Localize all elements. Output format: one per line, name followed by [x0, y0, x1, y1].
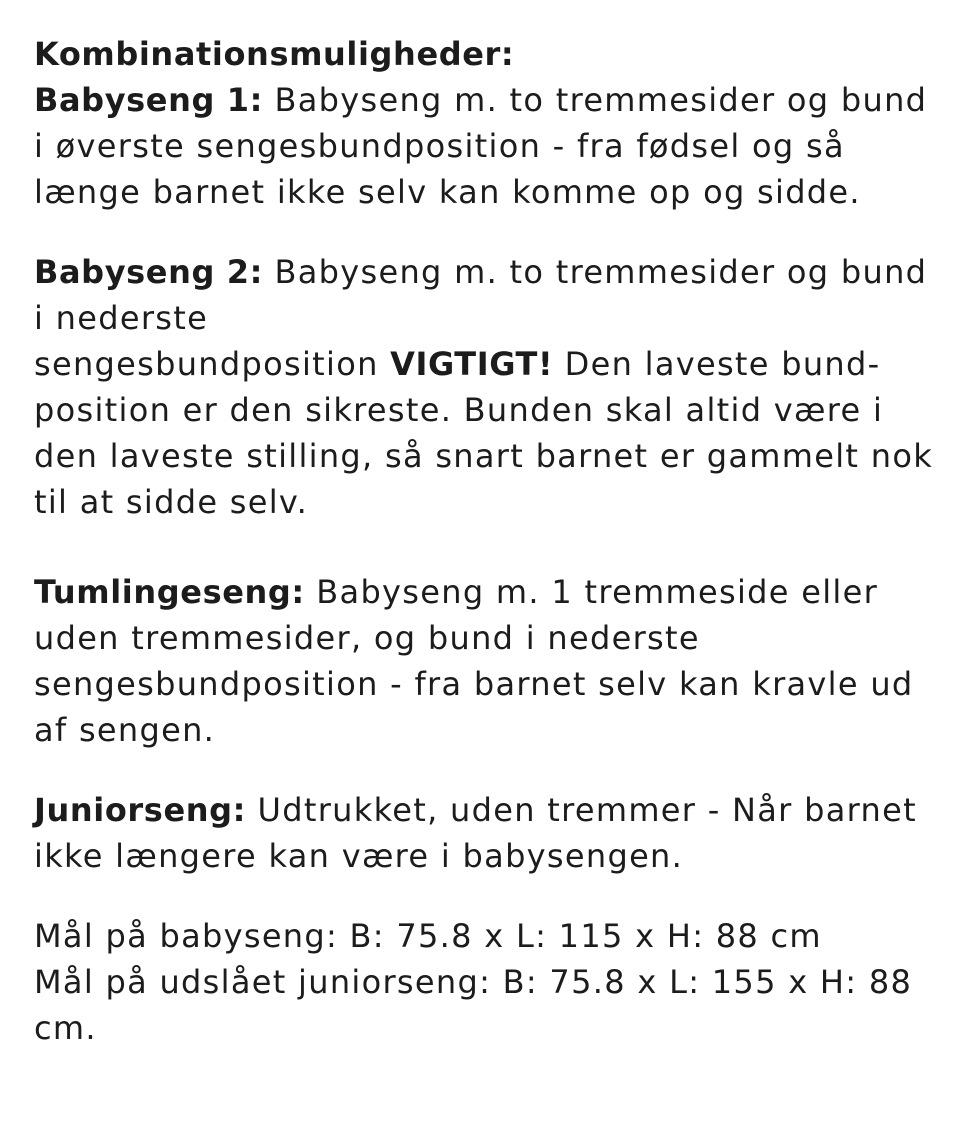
- juniorseng-label: Juniorseng:: [34, 791, 247, 829]
- babyseng-measurements: Mål på babyseng: B: 75.8 x L: 115 x H: 88 cm: [34, 917, 822, 955]
- product-description: [34, 31, 934, 1051]
- combination-section: [34, 31, 934, 215]
- juniorseng-paragraph: [34, 787, 934, 879]
- babyseng1-label: Babyseng 1:: [34, 81, 263, 119]
- babyseng2-text-continued: sengesbundposition: [34, 345, 391, 383]
- babyseng2-text: Babyseng m. to tremmesider og bund i nederste: [34, 253, 928, 337]
- warning-label: VIGTIGT!: [390, 345, 554, 383]
- babyseng2-warning-text: Den laveste bund-position er den sikreste. Bunden skal altid være i den laveste stilling, så snart barnet er gammelt nok til at sidde selv.: [34, 345, 934, 521]
- juniorseng-text: Udtrukket, uden tremmer - Når barnet ikke længere kan være i babysengen.: [34, 791, 917, 875]
- babyseng2-paragraph: [34, 249, 934, 525]
- tumlingeseng-paragraph: [34, 569, 934, 753]
- tumlingeseng-text: Babyseng m. 1 tremmeside eller uden tremmesider, og bund i nederste sengesbundposition - fra barnet selv kan kravle ud af sengen.: [34, 573, 914, 749]
- tumlingeseng-label: Tumlingeseng:: [34, 573, 305, 611]
- babyseng1-text: Babyseng m. to tremmesider og bund i øverste sengesbundposition - fra fødsel og så længe barnet ikke selv kan komme op og sidde.: [34, 81, 928, 211]
- juniorseng-measurements: Mål på udslået juniorseng: B: 75.8 x L: 155 x H: 88 cm.: [34, 963, 913, 1047]
- combinations-heading: Kombinationsmuligheder:: [34, 35, 515, 73]
- babyseng2-label: Babyseng 2:: [34, 253, 263, 291]
- measurements-paragraph: [34, 913, 934, 1051]
